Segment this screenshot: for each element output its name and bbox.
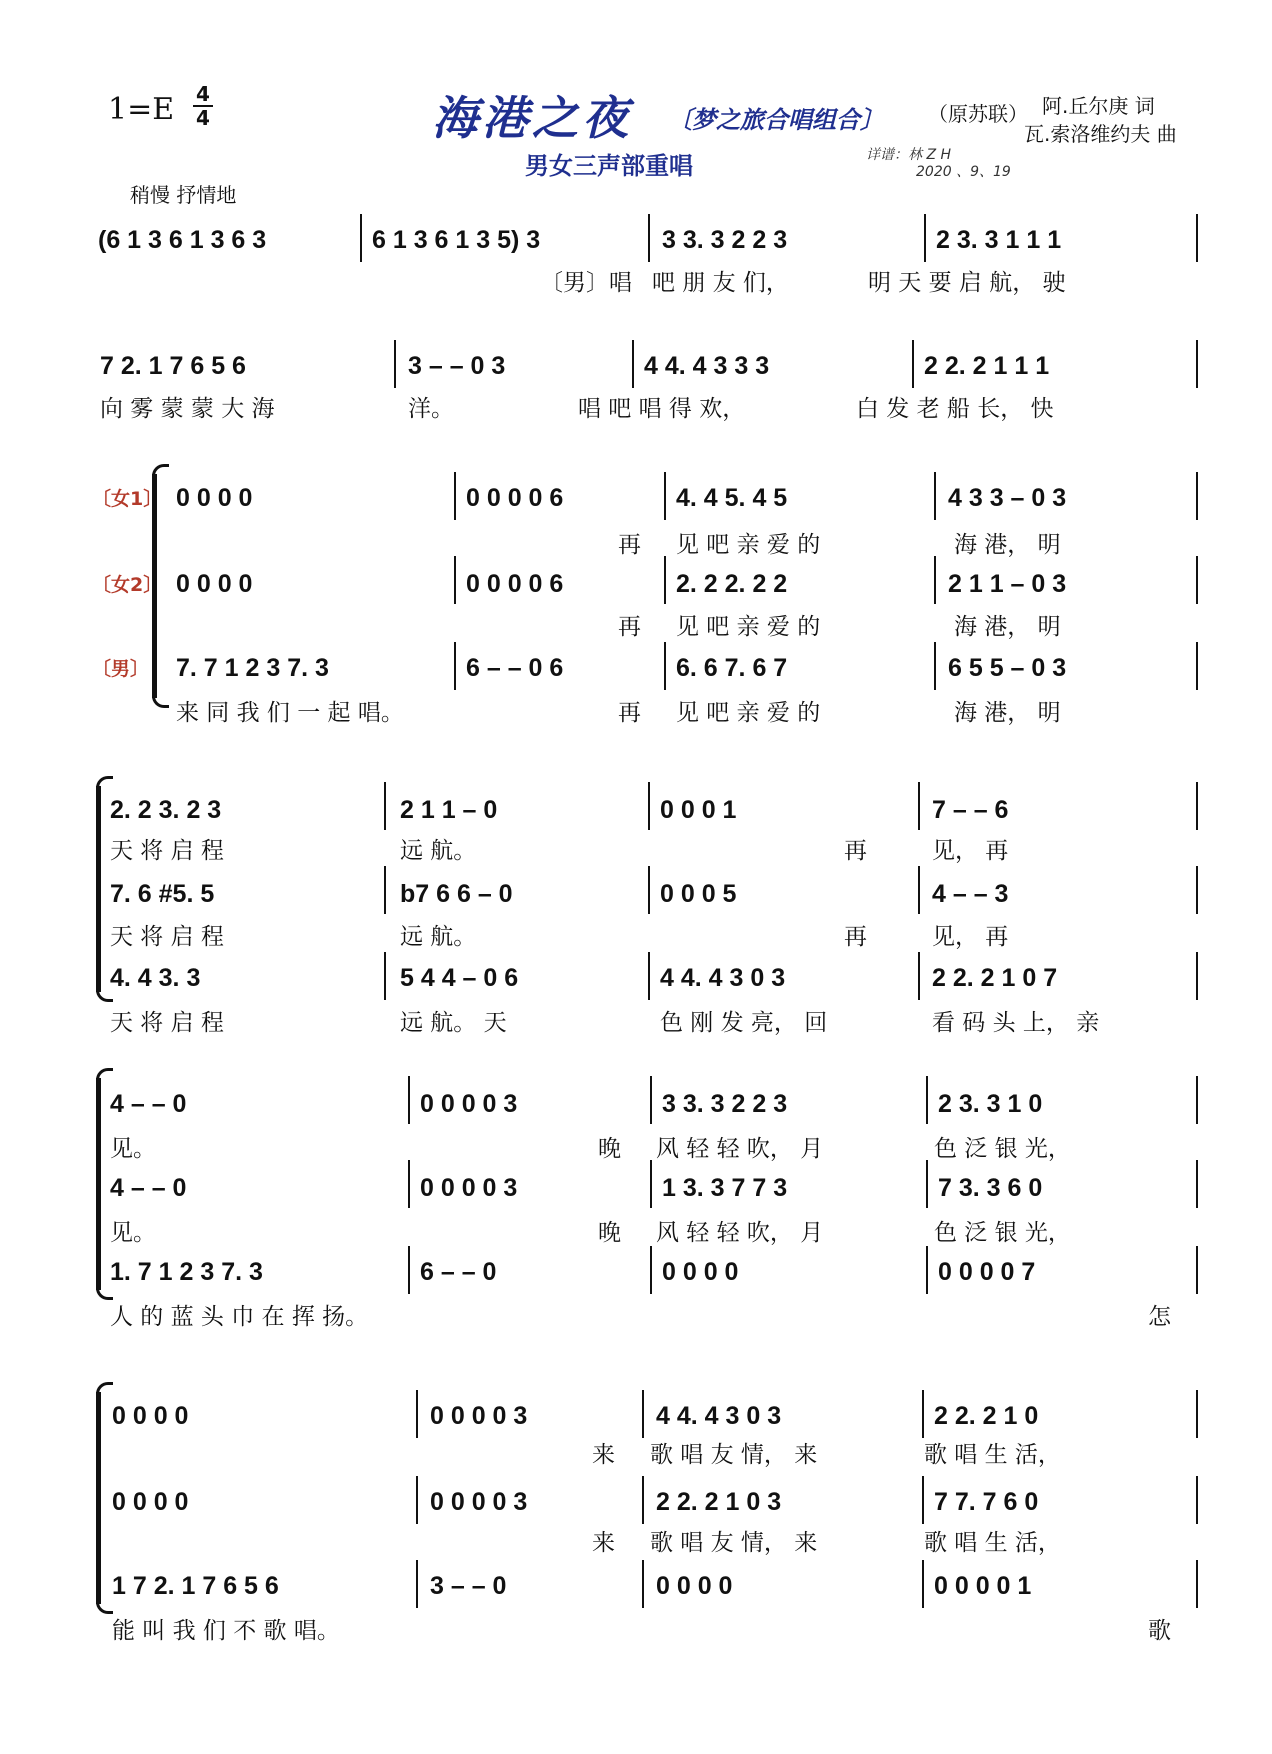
measure-notes: 4 – – 0 [110, 1090, 187, 1118]
lyrics: 风 轻 轻 吹， 月 [656, 1136, 824, 1162]
measure-notes: 7. 6 #5. 5 [110, 880, 215, 908]
lyrics: 来 同 我 们 一 起 唱。 [176, 700, 404, 726]
measure-notes: 7 – – 6 [932, 796, 1009, 824]
lyrics: 海 港， 明 [954, 614, 1061, 640]
measure-notes: 4 4. 4 3 3 3 [644, 352, 770, 380]
lyricist-credit: 阿.丘尔庚 词 [1042, 94, 1155, 118]
measure-notes: 2 1 1 – 0 [400, 796, 498, 824]
measure-notes: 3 3. 3 2 2 3 [662, 226, 788, 254]
measure-notes: 0 0 0 0 7 [938, 1258, 1036, 1286]
lyrics: 海 港， 明 [954, 700, 1061, 726]
lyrics: 远 航。 [400, 838, 477, 864]
measure-notes: 0 0 0 0 3 [430, 1488, 528, 1516]
measure-notes: 7. 7 1 2 3 7. 3 [176, 654, 329, 682]
label-male: 〔男〕 [92, 658, 150, 680]
lyrics: 来 [592, 1442, 615, 1468]
measure-notes: 0 0 0 1 [660, 796, 737, 824]
lyrics: 见。 [110, 1220, 156, 1246]
measure-notes: 0 0 0 0 [176, 570, 253, 598]
measure-notes: 1. 7 1 2 3 7. 3 [110, 1258, 263, 1286]
arrangement-subtitle: 男女三声部重唱 [525, 152, 693, 180]
measure-notes: 1 3. 3 7 7 3 [662, 1174, 788, 1202]
measure-notes: 4 – – 0 [110, 1174, 187, 1202]
measure-notes: 5 4 4 – 0 6 [400, 964, 519, 992]
lyrics: 天 将 启 程 [110, 1010, 224, 1036]
measure-notes: 6. 6 7. 6 7 [676, 654, 788, 682]
measure-notes: 6 1 3 6 1 3 5) 3 [372, 226, 541, 254]
measure-notes: 2 2. 2 1 0 [934, 1402, 1039, 1430]
measure-notes: 0 0 0 0 6 [466, 570, 564, 598]
lyrics: 再 [844, 838, 867, 864]
measure-notes: 2 3. 3 1 0 [938, 1090, 1043, 1118]
measure-notes: 4 4. 4 3 0 3 [656, 1402, 782, 1430]
measure-notes: 0 0 0 0 [176, 484, 253, 512]
lyrics: 远 航。 [400, 924, 477, 950]
measure-notes: 7 3. 3 6 0 [938, 1174, 1043, 1202]
measure-notes: 2. 2 3. 2 3 [110, 796, 222, 824]
measure-notes: 6 – – 0 [420, 1258, 497, 1286]
lyrics: 见。 [110, 1136, 156, 1162]
lyrics: 风 轻 轻 吹， 月 [656, 1220, 824, 1246]
time-signature [193, 84, 213, 128]
origin-note: （原苏联） [928, 102, 1028, 126]
measure-notes: 2 2. 2 1 0 3 [656, 1488, 782, 1516]
lyrics: 〔男〕唱 [540, 270, 632, 296]
lyrics: 色 泛 银 光， [934, 1136, 1071, 1162]
measure-notes: 2 3. 3 1 1 1 [936, 226, 1062, 254]
lyrics: 歌 [1148, 1618, 1171, 1644]
lyrics: 能 叫 我 们 不 歌 唱。 [112, 1618, 340, 1644]
measure-notes: 7 7. 7 6 0 [934, 1488, 1039, 1516]
measure-notes: 4. 4 5. 4 5 [676, 484, 788, 512]
lyrics: 再 [618, 700, 641, 726]
lyrics: 天 将 启 程 [110, 838, 224, 864]
lyrics: 见 吧 亲 爱 的 [676, 532, 821, 558]
lyrics: 歌 唱 友 情， 来 [650, 1530, 818, 1556]
lyrics: 见 吧 亲 爱 的 [676, 700, 821, 726]
measure-notes: 2 2. 2 1 1 1 [924, 352, 1050, 380]
performer-subtitle: 〔梦之旅合唱组合〕 [668, 106, 884, 134]
lyrics: 海 港， 明 [954, 532, 1061, 558]
lyrics: 看 码 头 上， 亲 [932, 1010, 1100, 1036]
lyrics: 远 航。 天 [400, 1010, 507, 1036]
measure-notes: 6 – – 0 6 [466, 654, 564, 682]
time-signature-bottom: 4 [196, 106, 210, 130]
lyrics: 再 [618, 614, 641, 640]
time-signature-top: 4 [196, 82, 210, 106]
tempo-marking: 稍慢 抒情地 [130, 183, 237, 207]
lyrics: 色 泛 银 光， [934, 1220, 1071, 1246]
lyrics: 向 雾 蒙 蒙 大 海 [100, 396, 275, 422]
lyrics: 晚 [598, 1220, 621, 1246]
lyrics: 歌 唱 生 活， [924, 1442, 1061, 1468]
measure-notes: 0 0 0 0 6 [466, 484, 564, 512]
measure-notes: 0 0 0 5 [660, 880, 737, 908]
composer-credit: 瓦.索洛维约夫 曲 [1024, 122, 1177, 146]
measure-notes: 0 0 0 0 [112, 1488, 189, 1516]
lyrics: 天 将 启 程 [110, 924, 224, 950]
song-title: 海港之夜 [432, 91, 632, 145]
lyrics: 明 天 要 启 航， 驶 [868, 270, 1066, 296]
measure-notes: 3 – – 0 [430, 1572, 507, 1600]
measure-notes: 0 0 0 0 [656, 1572, 733, 1600]
label-female1: 〔女1〕 [92, 488, 163, 510]
measure-notes: 1 7 2. 1 7 6 5 6 [112, 1572, 279, 1600]
lyrics: 晚 [598, 1136, 621, 1162]
measure-notes: 0 0 0 0 [112, 1402, 189, 1430]
lyrics: 人 的 蓝 头 巾 在 挥 扬。 [110, 1304, 369, 1330]
lyrics: 见 吧 亲 爱 的 [676, 614, 821, 640]
measure-notes: (6 1 3 6 1 3 6 3 [98, 226, 267, 254]
lyrics: 洋。 [408, 396, 454, 422]
system-brace [96, 1392, 101, 1604]
measure-notes: b7 6 6 – 0 [400, 880, 513, 908]
measure-notes: 0 0 0 0 [662, 1258, 739, 1286]
lyrics: 再 [618, 532, 641, 558]
measure-notes: 6 5 5 – 0 3 [948, 654, 1067, 682]
measure-notes: 3 – – 0 3 [408, 352, 506, 380]
measure-notes: 0 0 0 0 3 [420, 1090, 518, 1118]
lyrics: 白 发 老 船 长， 快 [856, 396, 1054, 422]
measure-notes: 0 0 0 0 3 [430, 1402, 528, 1430]
measure-notes: 2. 2 2. 2 2 [676, 570, 788, 598]
key-signature: 1=E [108, 92, 175, 127]
measure-notes: 0 0 0 0 1 [934, 1572, 1032, 1600]
measure-notes: 0 0 0 0 3 [420, 1174, 518, 1202]
measure-notes: 3 3. 3 2 2 3 [662, 1090, 788, 1118]
arrange-date: 2020 、9、19 [916, 164, 1011, 180]
lyrics: 歌 唱 生 活， [924, 1530, 1061, 1556]
measure-notes: 7 2. 1 7 6 5 6 [100, 352, 246, 380]
label-female2: 〔女2〕 [92, 574, 163, 596]
lyrics: 唱 吧 唱 得 欢， [578, 396, 746, 422]
lyrics: 来 [592, 1530, 615, 1556]
measure-notes: 4. 4 3. 3 [110, 964, 201, 992]
arranger-credit: 详谱：林 Z H [866, 147, 952, 163]
measure-notes: 4 – – 3 [932, 880, 1009, 908]
system-brace [96, 1078, 101, 1290]
lyrics: 再 [844, 924, 867, 950]
measure-notes: 2 1 1 – 0 3 [948, 570, 1067, 598]
system-brace [96, 786, 101, 992]
lyrics: 吧 朋 友 们， [652, 270, 789, 296]
lyrics: 见， 再 [932, 924, 1009, 950]
lyrics: 见， 再 [932, 838, 1009, 864]
lyrics: 色 刚 发 亮， 回 [660, 1010, 828, 1036]
measure-notes: 4 4. 4 3 0 3 [660, 964, 786, 992]
measure-notes: 4 3 3 – 0 3 [948, 484, 1067, 512]
measure-notes: 2 2. 2 1 0 7 [932, 964, 1058, 992]
lyrics: 歌 唱 友 情， 来 [650, 1442, 818, 1468]
lyrics: 怎 [1148, 1304, 1171, 1330]
